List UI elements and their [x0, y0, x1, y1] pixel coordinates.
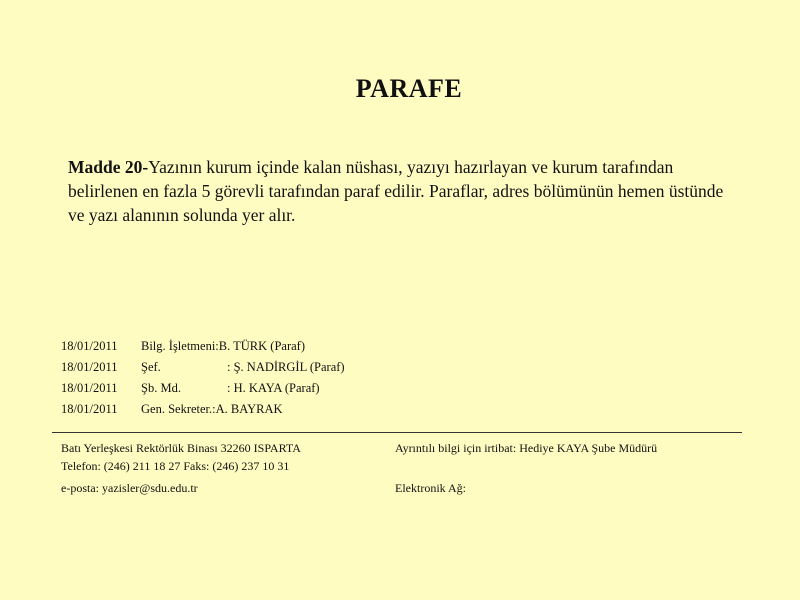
paraf-row	[61, 336, 345, 357]
footer-email: e-posta: yazisler@sdu.edu.tr	[61, 481, 198, 495]
article-paragraph	[68, 155, 728, 227]
paraf-role: Şb. Md.	[141, 381, 181, 395]
paraf-role: Şef.	[141, 360, 161, 374]
paraf-role: Gen. Sekreter.:	[141, 402, 216, 416]
footer-phone-fax: Telefon: (246) 211 18 27 Faks: (246) 237 10 31	[61, 459, 290, 473]
paraf-name: B. TÜRK (Paraf)	[218, 339, 305, 353]
article-lead: Madde 20-	[68, 157, 149, 177]
page-title: PARAFE	[355, 74, 463, 103]
paraf-role: Bilg. İşletmeni:	[141, 339, 219, 353]
paraf-date: 18/01/2011	[61, 360, 118, 374]
paraf-row	[61, 378, 345, 399]
paraf-row	[61, 399, 345, 420]
paraf-date: 18/01/2011	[61, 381, 118, 395]
paraf-row	[61, 357, 345, 378]
paraf-name: A. BAYRAK	[215, 402, 283, 416]
footer-network: Elektronik Ağ:	[395, 481, 466, 495]
paraf-date: 18/01/2011	[61, 402, 118, 416]
footer-divider	[52, 432, 742, 433]
footer-contact: Ayrıntılı bilgi için irtibat: Hediye KAYA Şube Müdürü	[395, 441, 658, 455]
paraf-name: : Ş. NADİRGİL (Paraf)	[227, 360, 345, 374]
paraf-list	[61, 336, 345, 420]
paraf-name: : H. KAYA (Paraf)	[227, 381, 320, 395]
paraf-date: 18/01/2011	[61, 339, 118, 353]
footer-address: Batı Yerleşkesi Rektörlük Binası 32260 ISPARTA	[61, 441, 301, 455]
article-text: Yazının kurum içinde kalan nüshası, yazıyı hazırlayan ve kurum tarafından belirlenen en fazla 5 görevli tarafından paraf edilir. Paraflar, adres bölümünün hemen üstünde ve yazı alanının solunda yer alır.	[68, 157, 724, 225]
